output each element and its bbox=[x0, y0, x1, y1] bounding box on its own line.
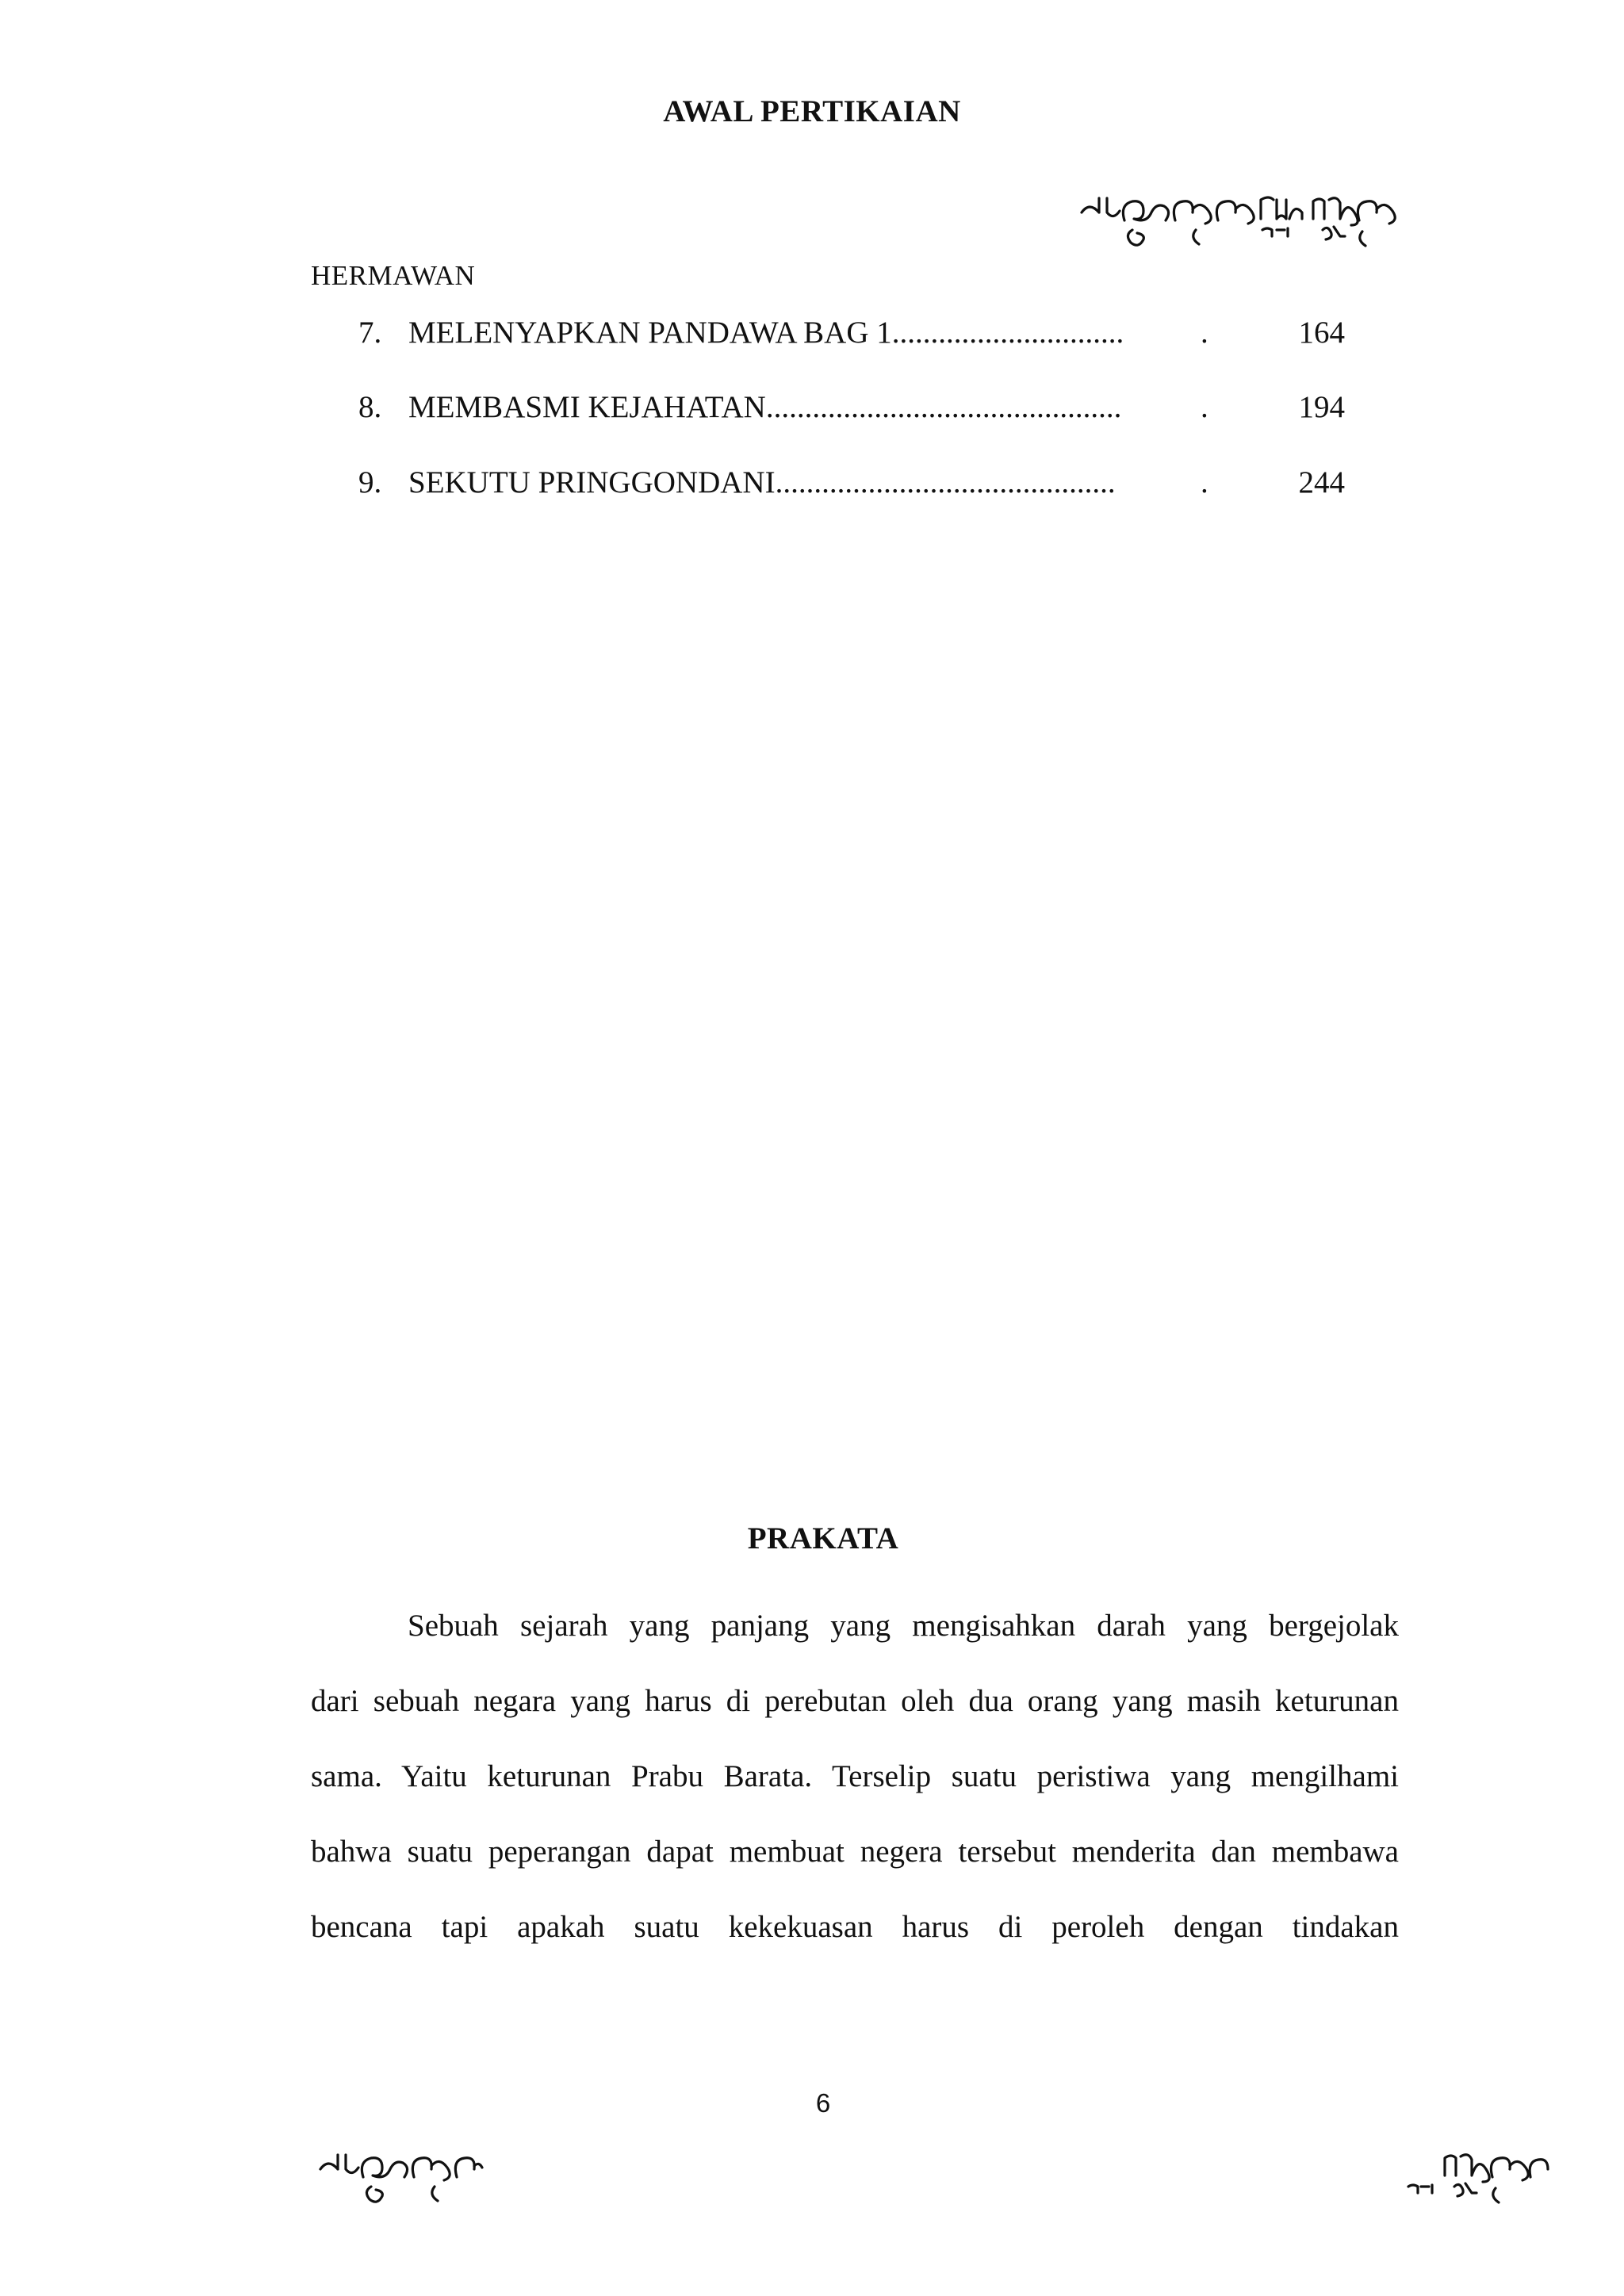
paragraph-line: bahwa suatu peperangan dapat membuat negera tersebut menderita dan membawa bbox=[311, 1835, 1399, 1869]
toc-entry-page: 194 bbox=[1298, 390, 1345, 424]
header-ornament-icon bbox=[1077, 189, 1404, 262]
toc-entry-number: 7. bbox=[358, 316, 382, 350]
section-title: PRAKATA bbox=[747, 1521, 899, 1556]
toc-entry-page: 244 bbox=[1298, 465, 1345, 499]
toc-entry-title: SEKUTU PRINGGONDANI............................................ bbox=[408, 465, 1116, 499]
toc-entry-number: 8. bbox=[358, 390, 382, 424]
author-name: HERMAWAN bbox=[311, 260, 476, 291]
toc-entry-dot: . bbox=[1201, 316, 1208, 350]
paragraph-line: sama. Yaitu keturunan Prabu Barata. Terselip suatu peristiwa yang mengilhami bbox=[311, 1759, 1399, 1793]
toc-entry[interactable] bbox=[0, 315, 1624, 354]
page-number: 6 bbox=[815, 2088, 831, 2118]
toc-entry-number: 9. bbox=[358, 465, 382, 499]
paragraph-line: dari sebuah negara yang harus di perebutan oleh dua orang yang masih keturunan bbox=[311, 1684, 1399, 1718]
toc-entry-title: MEMBASMI KEJAHATAN.............................................. bbox=[408, 390, 1122, 424]
toc-entry[interactable] bbox=[0, 465, 1624, 504]
toc-entry-dot: . bbox=[1201, 465, 1208, 499]
footer-left-ornament-icon bbox=[316, 2145, 485, 2218]
toc-entry-page: 164 bbox=[1298, 316, 1345, 350]
toc-entry[interactable] bbox=[0, 389, 1624, 429]
paragraph-line: Sebuah sejarah yang panjang yang mengisahkan darah yang bergejolak bbox=[408, 1609, 1399, 1643]
paragraph-line: bencana tapi apakah suatu kekekuasan harus di peroleh dengan tindakan bbox=[311, 1910, 1399, 1944]
toc-entry-dot: . bbox=[1201, 390, 1208, 424]
prakata-paragraph bbox=[311, 1588, 1399, 1965]
toc-entry-title: MELENYAPKAN PANDAWA BAG 1.............................. bbox=[408, 316, 1124, 350]
footer-right-ornament-icon bbox=[1404, 2145, 1554, 2218]
header-title: AWAL PERTIKAIAN bbox=[663, 94, 961, 128]
